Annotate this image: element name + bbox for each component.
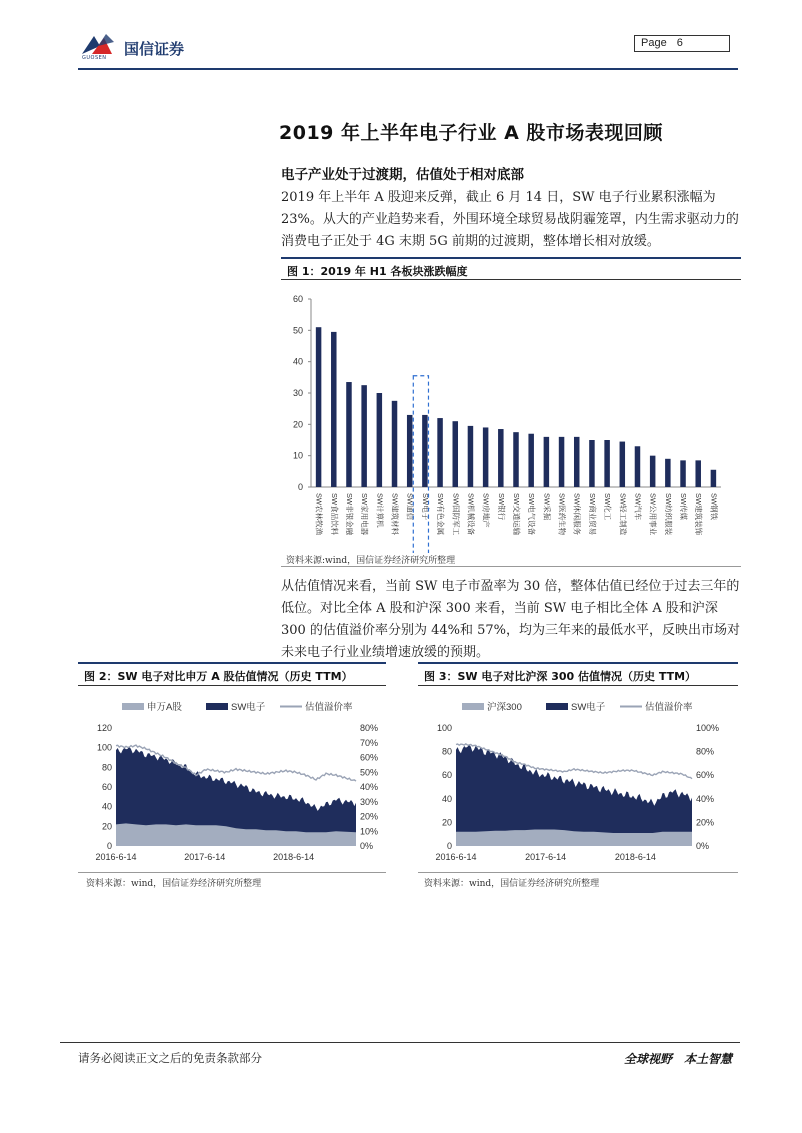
y-left-tick-label: 40 [101,801,112,812]
figure1-source-rule [281,566,741,567]
page-number: 6 [676,37,683,49]
bar [711,470,717,487]
legend-label: 申万A股 [147,702,182,713]
figure3-source: 资料来源：wind，国信证券经济研究所整理 [424,879,600,889]
y-left-tick-label: 60 [101,782,112,792]
legend-label: SW电子 [231,702,266,713]
y-tick-label: 30 [292,388,303,398]
figure2-source: 资料来源：wind，国信证券经济研究所整理 [86,879,262,889]
x-tick-label: SW机械设备 [466,493,476,536]
y-left-tick-label: 100 [96,742,112,753]
x-tick-label: SW轻工制造 [618,493,628,536]
x-tick-label: 2017-6-14 [184,852,226,862]
legend-label: SW电子 [571,702,606,713]
x-tick-label: SW非银金融 [344,493,354,536]
footer-disclaimer: 请务必阅读正文之后的免责条款部分 [78,1051,262,1065]
x-tick-label: SW电气设备 [527,493,537,536]
y-left-tick-label: 120 [96,723,112,733]
y-tick-label: 10 [292,450,303,461]
bar [620,442,626,487]
legend-swatch [206,703,228,710]
bar [361,385,367,487]
bar [316,327,322,487]
y-right-tick-label: 100% [696,723,720,733]
y-tick-label: 0 [297,482,303,492]
bar [513,432,519,487]
legend-swatch [122,703,144,710]
x-tick-label: SW房地产 [481,493,491,528]
y-right-tick-label: 80% [360,723,379,733]
x-tick-label: SW国防军工 [451,493,461,536]
legend-label: 估值溢价率 [305,702,353,713]
x-tick-label: 2017-6-14 [525,852,567,862]
x-tick-label: 2016-6-14 [95,852,137,862]
y-left-tick-label: 60 [441,770,452,781]
main-title: 2019 年上半年电子行业 A 股市场表现回顾 [279,122,663,144]
x-tick-label: SW建筑装饰 [694,493,704,536]
bar [680,460,686,487]
x-tick-label: SW建筑材料 [390,493,400,536]
bar [665,459,671,487]
y-right-tick-label: 0% [696,841,710,851]
y-tick-label: 50 [292,325,303,336]
y-right-tick-label: 50% [360,767,379,778]
figure1-title: 图 1：2019 年 H1 各板块涨跌幅度 [281,257,741,280]
paragraph-2: 从估值情况来看，当前 SW 电子市盈率为 30 倍，整体估值已经位于过去三年的低位。对比全体 A 股和沪深 300 来看，当前 SW 电子相比全体 A 股和沪深 300 的估值溢价率分别为 44%和 57%，均为三年来的最低水平，反映出市场对未来电子行业业绩增速放缓的预期。 [281,579,740,660]
figure1-source: 资料来源:wind，国信证券经济研究所整理 [286,556,456,566]
x-tick-label: SW化工 [603,493,613,521]
y-right-tick-label: 10% [360,826,379,837]
y-left-tick-label: 0 [106,841,112,851]
figure2-area-chart [78,692,386,870]
x-tick-label: SW家用电器 [360,493,370,536]
x-tick-label: SW钢铁 [709,493,719,521]
x-tick-label: SW通信 [405,493,415,521]
y-right-tick-label: 30% [360,796,379,807]
y-tick-label: 40 [292,356,303,367]
logo-subtext: GUOSEN [82,55,107,61]
y-right-tick-label: 40% [696,793,715,804]
legend-label: 估值溢价率 [645,702,693,713]
y-right-tick-label: 0% [360,841,374,851]
figure3-area-chart [418,692,738,870]
bar [635,446,641,487]
page-label: Page [641,37,667,49]
figure2-title: 图 2：SW 电子对比申万 A 股估值情况（历史 TTM） [78,662,386,686]
y-left-tick-label: 0 [446,841,452,851]
header-divider [78,68,738,70]
legend-swatch [546,703,568,710]
bar [453,421,459,487]
x-tick-label: 2016-6-14 [435,852,477,862]
bar [559,437,565,487]
paragraph-1: 2019 年上半年 A 股迎来反弹，截止 6 月 14 日，SW 电子行业累积涨幅为 23%。从大的产业趋势来看，外围环境全球贸易战阴霾笼罩，内生需求驱动力的消费电子正处于 4G 末期 5G 前期的过渡期，整体增长相对放缓。 [281,190,739,249]
section-title: 电子产业处于过渡期，估值处于相对底部 [281,167,524,183]
x-tick-label: SW汽车 [633,493,643,521]
x-tick-label: SW交通运输 [512,493,521,536]
figure2-source-rule [78,872,386,873]
bar [422,415,428,487]
x-tick-label: SW计算机 [375,493,385,528]
y-right-tick-label: 70% [360,737,379,748]
page-header [78,30,738,70]
bar [346,382,352,487]
footer-slogan: 全球视野 本土智慧 [624,1052,733,1066]
bar [498,429,504,487]
bar [544,437,550,487]
x-tick-label: SW农林牧渔 [314,493,324,536]
y-right-tick-label: 20% [696,817,715,828]
y-tick-label: 20 [292,419,303,430]
page-indicator [634,35,730,52]
bar [589,440,595,487]
y-left-tick-label: 40 [441,793,452,804]
y-right-tick-label: 80% [696,746,715,757]
x-tick-label: 2018-6-14 [273,852,315,862]
x-tick-label: SW有色金属 [436,493,446,536]
x-tick-label: SW传媒 [679,493,689,521]
figure3-source-rule [418,872,738,873]
figure3-title: 图 3：SW 电子对比沪深 300 估值情况（历史 TTM） [418,662,738,686]
bar [574,437,580,487]
x-tick-label: SW食品饮料 [329,493,339,536]
legend-swatch [462,703,484,710]
y-left-tick-label: 20 [101,821,112,832]
y-right-tick-label: 20% [360,811,379,822]
bar [468,426,474,487]
x-tick-label: SW纺织服装 [663,493,673,536]
x-tick-label: 2018-6-14 [614,852,656,862]
y-left-tick-label: 100 [436,723,452,733]
bar [437,418,443,487]
y-left-tick-label: 80 [101,762,112,773]
x-tick-label: SW商业贸易 [587,493,597,536]
bar [392,401,398,487]
figure1-bar-chart [281,285,741,553]
y-right-tick-label: 40% [360,782,379,792]
x-tick-label: SW休闲服务 [572,493,582,536]
legend-label: 沪深300 [487,702,522,713]
bar [695,460,701,487]
y-right-tick-label: 60% [696,770,715,781]
bar [331,332,337,487]
series-sw-electronics [456,744,692,846]
x-tick-label: SW公用事业 [648,493,658,536]
x-tick-label: SW银行 [496,493,506,521]
bar [377,393,383,487]
bar [528,434,534,487]
x-tick-label: SW采掘 [542,493,552,521]
y-tick-label: 60 [292,294,303,304]
footer-divider [60,1042,740,1043]
y-left-tick-label: 20 [441,817,452,828]
bar [483,427,489,487]
y-right-tick-label: 60% [360,752,379,763]
company-logo [78,32,218,66]
bar [604,440,610,487]
bar [650,456,656,487]
bar [407,415,413,487]
x-tick-label: SW电子 [420,493,430,521]
y-left-tick-label: 80 [441,746,452,757]
x-tick-label: SW医药生物 [557,493,567,536]
logo-text: 国信证券 [124,40,185,58]
